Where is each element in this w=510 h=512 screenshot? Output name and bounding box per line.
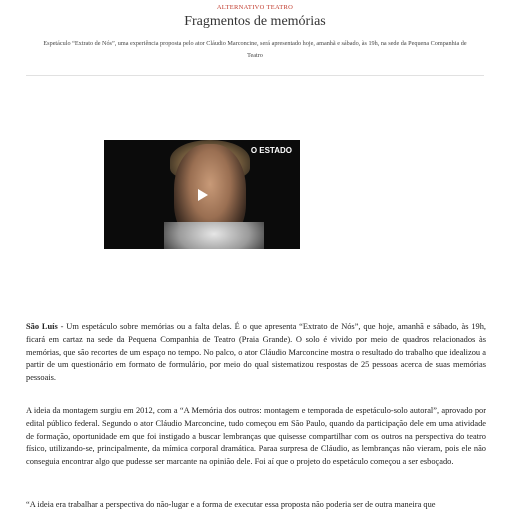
dateline: São Luís bbox=[26, 322, 58, 331]
article-subtitle: Espetáculo “Extrato de Nós”, uma experiência proposta pelo ator Cláudio Marconcine, será apresentado hoje, amanhã e sábado, às 19h, na sede da Pequena Companhia de Teatro bbox=[43, 40, 467, 59]
article-paragraph-1 bbox=[26, 321, 486, 385]
section-kicker[interactable]: ALTERNATIVO TEATRO bbox=[216, 4, 294, 11]
article-paragraph-3: “A ideia era trabalhar a perspectiva do não-lugar e a forma de executar essa proposta não poderia ser de outra maneira que bbox=[26, 500, 436, 509]
header-divider bbox=[26, 75, 484, 76]
play-icon bbox=[195, 188, 209, 202]
article-paragraph-2: A ideia da montagem surgiu em 2012, com a “A Memória dos outros: montagem e temporada de espetáculo-solo autoral”, aprovado por edital público federal. Segundo o ator Cláudio Marconcine, tudo começou em São Paulo, quando da participação dele em uma atividade de formação, oportunidade em que foi instigado a buscar lembranças que quisesse compartilhar com os outros na perspectiva do teatro físico, utilizando-se, principalmente, da mímica corporal dramática. Paraa surpresa de Cláudio, as lembranças não vieram, pois ele não conseguia encontrar algo que pudesse ser marcante na opinião dele. Foi aí que o projeto do espetáculo começou a ser esboçado. bbox=[26, 406, 486, 467]
video-brand-watermark: O ESTADO bbox=[250, 146, 292, 155]
video-thumbnail-shirt bbox=[164, 222, 264, 249]
paragraph-1-text: - Um espetáculo sobre memórias ou a falta delas. É o que apresenta “Extrato de Nós”, que hoje, amanhã e sábado, às 19h, ficará em cartaz na sede da Pequena Companhia de Teatro (Praia Grande). O solo é vivido por meio de quadros relacionados às memórias, que são recortes de um espaço no tempo. No palco, o ator Cláudio Marconcine mostra o resultado do trabalho que idealizou a partir de um questionário em formato de formulário, por meio do qual sistematizou respostas de 25 pessoas acerca de suas memórias pessoais. bbox=[26, 322, 486, 383]
play-button[interactable] bbox=[193, 186, 211, 204]
video-player[interactable] bbox=[104, 140, 300, 249]
article-title: Fragmentos de memórias bbox=[184, 14, 326, 29]
